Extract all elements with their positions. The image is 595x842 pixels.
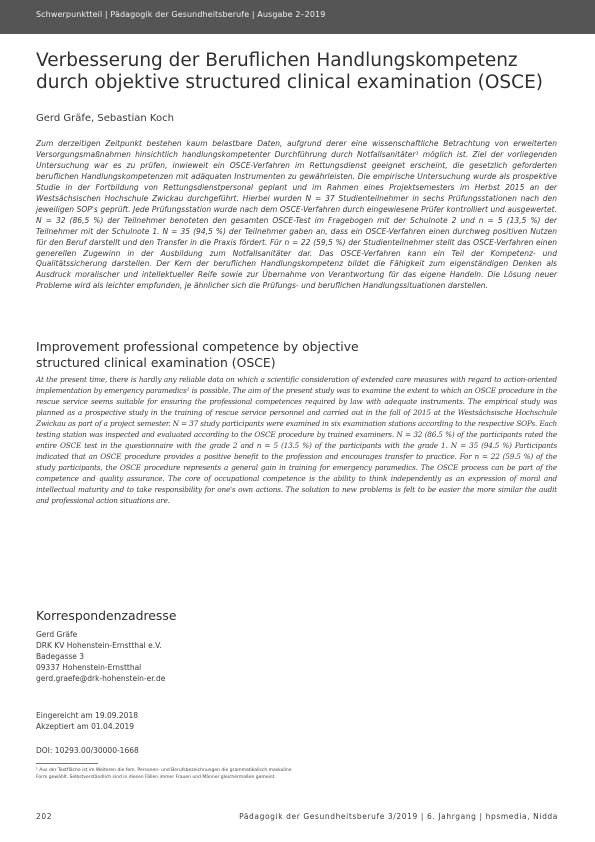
- address-organization: DRK KV Hohenstein-Ernstthal e.V.: [36, 641, 162, 650]
- authors: Gerd Gräfe, Sebastian Koch: [36, 113, 174, 124]
- address-name: Gerd Gräfe: [36, 630, 78, 639]
- title-line-2: durch objektive structured clinical examination (OSCE): [36, 72, 543, 93]
- journal-info: Pädagogik der Gesundheitsberufe 3/2019 | 6. Jahrgang | hpsmedia, Nidda: [239, 812, 558, 821]
- abstract-english: At the present time, there is hardly any reliable data on which a scientific consideration of extended care measures with regard to action-oriented implementation by emergency paramedics¹ is possible. The aim of the present study was to examine the extent to which an OSCE procedure in the rescue service seems suitable for ensuring the professional competences required by law with adequate instruments. The empirical study was planned as a prospective study in the training of rescue service personnel and carried out in the fall of 2015 at the Westsächsische Hochschule Zwickau as part of a project semester. N = 37 study participants were examined in six examination stations according to the respective SOPs. Each testing station was inspected and evaluated according to the OSCE procedure by trained examiners. N = 32 (86.5 %) of the participants rated the entire OSCE test in the questionnaire with the grade 2 and n = 5 (13.5 %) of the participants with the grade 1. N = 35 (94.5 %) Participants indicated that an OSCE procedure provides a positive benefit to the profession and encourages transfer to practice. For n = 22 (59.5 %) of the study participants, the OSCE procedure represents a general gain in training for emergency paramedics. The OSCE process can be part of the competence and quality assurance. The core of occupational competence is the ability to think independently as an expression of moral and intellectual maturity and to take responsibility for one's own actions. The solution to new problems is felt to be easier the more similar the audit and professional action situations are.: [36, 375, 557, 505]
- submission-dates: [36, 710, 557, 732]
- accepted-date: Akzeptiert am 01.04.2019: [36, 722, 135, 731]
- footnote-divider: [36, 763, 98, 764]
- footnote-line-2: Form gewählt. Selbstverständlich sind in diesen Fällen immer Frauen und Männer gleichermaßen gemeint.: [36, 775, 276, 780]
- doi: DOI: 10293.00/30000-1668: [36, 746, 139, 755]
- address-street: Badegasse 3: [36, 652, 85, 661]
- correspondence-heading: Korrespondenzadresse: [36, 608, 177, 623]
- footnote-line-1: ¹ Aus der Textfläche ist im Weiteren die fem. Personen- und Berufsbezeichnungen die grammatikalisch maskuline: [36, 768, 292, 773]
- article-title: [36, 50, 557, 94]
- page-number: 202: [36, 812, 53, 821]
- footnote: [36, 767, 336, 781]
- running-head-bar: [0, 0, 595, 34]
- correspondence-address: [36, 629, 557, 684]
- address-email[interactable]: gerd.graefe@drk-hohenstein-er.de: [36, 674, 166, 683]
- title-line-1: Verbesserung der Beruflichen Handlungskompetenz: [36, 50, 518, 71]
- abstract-german: Zum derzeitigen Zeitpunkt bestehen kaum belastbare Daten, aufgrund derer eine wissenschaftliche Betrachtung von erweiterten Versorgungsmaßnahmen hinsichtlich handlungskompetenter Durchführung durch Notfallsanitäter¹ möglich ist. Ziel der vorliegenden Untersuchung war es zu prüfen, inwieweit ein OSCE-Verfahren im Rettungsdienst geeignet erscheint, die gesetzlich geforderten beruflichen Handlungskompetenzen mit adäquaten Instrumenten zu gewährleisten. Die empirische Untersuchung wurde als prospektive Studie in der Fortbildung von Rettungsdienstpersonal geplant und im Rahmen eines Projektsemesters im Herbst 2015 an der Westsächsischen Hochschule Zwickau durchgeführt. Hierbei wurden N = 37 Studienteilnehmer in sechs Prüfungsstationen nach den jeweiligen SOP's geprüft. Jede Prüfungsstation wurde nach dem OSCE-Verfahren durch eingewiesene Prüfer kontrolliert und ausgewertet. N = 32 (86,5 %) der Teilnehmer benoteten den gesamten OSCE-Test im Fragebogen mit der Schulnote 2 und n = 5 (13,5 %) der Teilnehmer mit der Schulnote 1. N = 35 (94,5 %) der Teilnehmer gaben an, dass ein OSCE-Verfahren einen durchweg positiven Nutzen für den Beruf darstellt und den Transfer in die Praxis fördert. Für n = 22 (59,5 %) der Studienteilnehmer stellt das OSCE-Verfahren einen generellen Zugewinn in der Ausbildung zum Notfallsanitäter dar. Das OSCE-Verfahren kann ein Teil der Kompetenz- und Qualitätssicherung darstellen. Der Kern der beruflichen Handlungskompetenz bildet die Fähigkeit zum eigenständigen Denken als Ausdruck moralischer und intellektueller Reife sowie zur Übernahme von Verantwortung für das eigene Handeln. Die Lösung neuer Probleme wird als leichter empfunden, je ähnlicher sich die Prüfungs- und beruflichen Handlungssituationen darstellen.: [36, 139, 557, 291]
- address-city: 09337 Hohenstein-Ernstthal: [36, 663, 142, 672]
- english-heading-line-2: structured clinical examination (OSCE): [36, 355, 276, 370]
- received-date: Eingereicht am 19.09.2018: [36, 711, 138, 720]
- running-head: Schwerpunktteil | Pädagogik der Gesundheitsberufe | Ausgabe 2–2019: [36, 10, 326, 19]
- english-heading: [36, 339, 557, 371]
- english-heading-line-1: Improvement professional competence by objective: [36, 339, 359, 354]
